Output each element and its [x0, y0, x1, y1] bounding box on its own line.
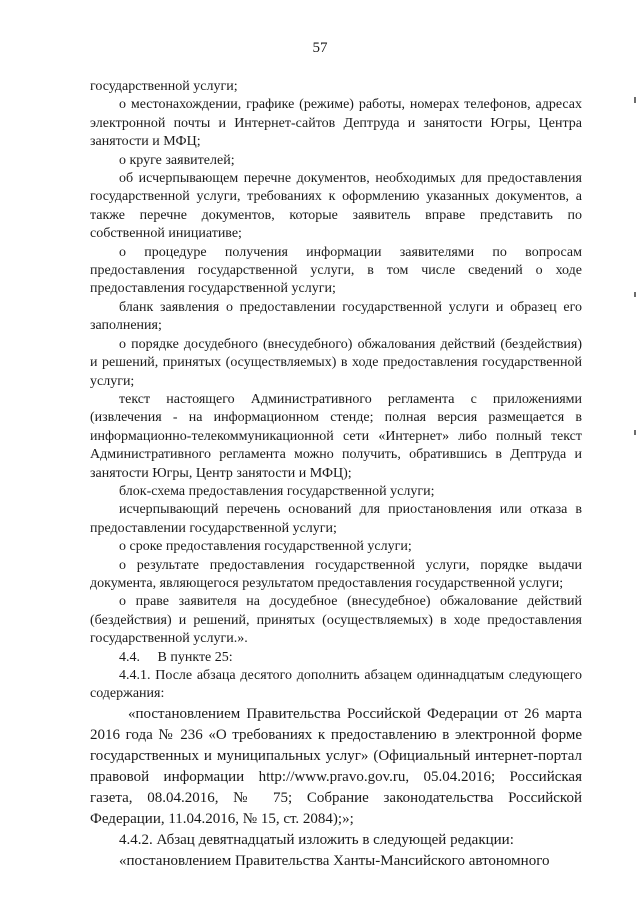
paragraph: о порядке досудебного (внесудебного) обжалования действий (бездействия) и решений, принятых (осуществляемых) в ходе предоставления государственной услуги;	[90, 336, 582, 389]
scan-margin-mark	[634, 97, 636, 103]
paragraph: 4.4.2. Абзац девятнадцатый изложить в следующей редакции:	[119, 831, 514, 848]
paragraph: исчерпывающий перечень оснований для приостановления или отказа в предоставлении государственной услуги;	[90, 502, 582, 536]
paragraph: о праве заявителя на досудебное (внесудебное) обжалование действий (бездействия) и решений, принятых (осуществляемых) в ходе предоставления государственной услуги.».	[90, 594, 582, 647]
paragraph: государственной услуги;	[90, 79, 238, 94]
paragraph: о процедуре получения информации заявителями по вопросам предоставления государственной услуги, в том числе сведений о ходе предоставления государственной услуги;	[90, 244, 582, 297]
paragraph: «постановлением Правительства Ханты-Мансийского автономного	[119, 852, 550, 869]
document-body	[90, 78, 582, 872]
paragraph: 4.4.1. После абзаца десятого дополнить абзацем одиннадцатым следующего содержания:	[90, 668, 582, 702]
scan-margin-mark	[634, 430, 636, 435]
page-number: 57	[312, 40, 328, 56]
paragraph: текст настоящего Административного регламента с приложениями (извлечения - на информационном стенде; полная версия размещается в информационно-телекоммуникационной сети «Интернет» либо полный текст Административного регламента можно получить, обратившись в Дептруда и занятости Югры, Центр занятости и МФЦ);	[90, 391, 582, 481]
paragraph: бланк заявления о предоставлении государственной услуги и образец его заполнения;	[90, 299, 582, 334]
paragraph: о круге заявителей;	[119, 152, 235, 168]
scan-margin-mark	[634, 292, 636, 297]
paragraph: 4.4. В пункте 25:	[119, 649, 233, 665]
paragraph: о результате предоставления государственной услуги, порядке выдачи документа, являющегося результатом предоставления государственной услуги;	[90, 557, 582, 591]
paragraph: блок-схема предоставления государственной услуги;	[119, 483, 435, 499]
quoted-paragraph: «постановлением Правительства Российской Федерации от 26 марта 2016 года № 236 «О требованиях к предоставлению в электронной форме государственных и муниципальных услуг» (Официальный интернет-портал правовой информации http://www.pravo.gov.ru, 05.04.2016; Российская газета, 08.04.2016, № 75; Собрание законодательства Российской Федерации, 11.04.2016, № 15, ст. 2084);»;	[90, 705, 582, 827]
paragraph: о сроке предоставления государственной услуги;	[119, 539, 412, 555]
paragraph: об исчерпывающем перечне документов, необходимых для предоставления государственной услуги, требованиях к оформлению указанных документов, а также перечне документов, которые заявитель вправе представить по собственной инициативе;	[90, 171, 582, 242]
paragraph: о местонахождении, графике (режиме) работы, номерах телефонов, адресах электронной почты и Интернет-сайтов Дептруда и занятости Югры, Центра занятости и МФЦ;	[90, 97, 582, 150]
